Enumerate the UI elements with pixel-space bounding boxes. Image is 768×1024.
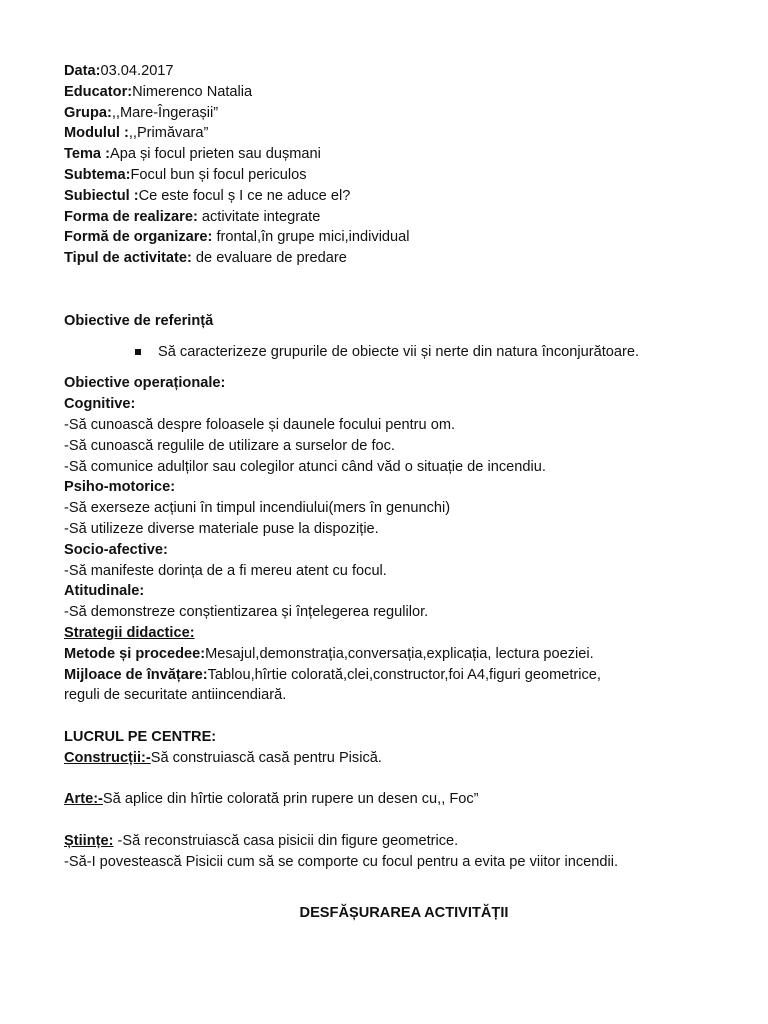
module-value: ,,Primăvara” xyxy=(128,125,209,142)
activity-type-label: Tipul de activitate: xyxy=(64,250,192,267)
theme-label: Tema : xyxy=(64,146,110,163)
centers-title: LUCRUL PE CENTRE: xyxy=(64,728,217,745)
subtheme-value: Focul bun și focul periculos xyxy=(130,166,307,183)
constructions-line xyxy=(64,748,744,769)
educator-label: Educator: xyxy=(64,83,133,100)
cognitive-item: -Să cunoască despre foloasele și daunele focului pentru om. xyxy=(64,416,456,433)
reference-objective-item xyxy=(64,341,744,363)
psychomotor-title: Psiho-motorice: xyxy=(64,479,176,496)
arts-value: Să aplice din hîrtie colorată prin rupere un desen cu,, Foc” xyxy=(102,791,479,808)
realization-form-value: activitate integrate xyxy=(197,208,321,225)
reference-objective-text: Să caracterizeze grupurile de obiecte vii și nerte din natura înconjurătoare. xyxy=(158,344,640,361)
cognitive-title: Cognitive: xyxy=(64,396,136,413)
group-line xyxy=(64,103,744,124)
activity-type-line xyxy=(64,248,744,269)
methods-label: Metode și procedee: xyxy=(64,645,206,662)
bullet-icon xyxy=(135,349,141,355)
group-label: Grupa: xyxy=(64,104,112,121)
means-label: Mijloace de învățare: xyxy=(64,666,208,683)
means-line xyxy=(64,665,744,686)
lesson-plan-page xyxy=(64,61,744,924)
operational-objectives-title: Obiective operaționale: xyxy=(64,375,226,392)
organization-form-line xyxy=(64,227,744,248)
activity-flow-title: DESFĂȘURAREA ACTIVITĂȚII xyxy=(299,905,509,922)
educator-line xyxy=(64,82,744,103)
group-value: ,,Mare-Îngerașii” xyxy=(111,104,219,121)
module-label: Modulul : xyxy=(64,125,129,142)
organization-form-label: Formă de organizare: xyxy=(64,229,213,246)
socio-affective-title: Socio-afective: xyxy=(64,541,168,558)
realization-form-label: Forma de realizare: xyxy=(64,208,198,225)
organization-form-value: frontal,în grupe mici,individual xyxy=(212,229,410,246)
activity-type-value: de evaluare de predare xyxy=(191,250,347,267)
constructions-label: Construcții:- xyxy=(64,749,151,766)
date-value: 03.04.2017 xyxy=(100,63,174,79)
subject-line xyxy=(64,186,744,207)
cognitive-item: -Să comunice adulților sau colegilor atunci când văd o situație de incendiu. xyxy=(64,458,546,475)
sciences-label: Științe: xyxy=(64,832,114,849)
arts-label: Arte:- xyxy=(64,791,103,808)
educator-value: Nimerenco Natalia xyxy=(132,83,253,100)
subject-value: Ce este focul ș I ce ne aduce el? xyxy=(138,187,351,204)
psychomotor-item: -Să utilizeze diverse materiale puse la dispoziție. xyxy=(64,520,379,537)
attitudinal-title: Atitudinale: xyxy=(64,583,145,600)
means-value: Tablou,hîrtie colorată,clei,constructor,foi A4,figuri geometrice, xyxy=(207,666,601,683)
reference-objectives-title: Obiective de referință xyxy=(64,312,214,329)
methods-value: Mesajul,demonstrația,conversația,explicația, lectura poeziei. xyxy=(205,645,594,662)
theme-line xyxy=(64,144,744,165)
date-line xyxy=(64,61,744,82)
subtheme-line xyxy=(64,165,744,186)
sciences-value: -Să reconstruiască casa pisicii din figure geometrice. xyxy=(113,832,459,849)
means-line-continued: reguli de securitate antiincendiară. xyxy=(64,687,287,704)
cognitive-item: -Să cunoască regulile de utilizare a surselor de foc. xyxy=(64,437,395,454)
methods-line xyxy=(64,644,744,665)
realization-form-line xyxy=(64,207,744,228)
module-line xyxy=(64,123,744,144)
socio-affective-item: -Să manifeste dorința de a fi mereu atent cu focul. xyxy=(64,562,387,579)
subject-label: Subiectul : xyxy=(64,187,139,204)
constructions-value: Să construiască casă pentru Pisică. xyxy=(150,749,382,766)
subtheme-label: Subtema: xyxy=(64,166,131,183)
arts-line xyxy=(64,789,744,810)
sciences-line xyxy=(64,831,744,852)
psychomotor-item: -Să exerseze acțiuni în timpul incendiului(mers în genunchi) xyxy=(64,500,451,517)
attitudinal-item: -Să demonstreze conștientizarea și înțelegerea regulilor. xyxy=(64,604,429,621)
theme-value: Apa și focul prieten sau dușmani xyxy=(109,146,321,163)
sciences-line-continued: -Să-I povestească Pisicii cum să se comporte cu focul pentru a evita pe viitor incendii. xyxy=(64,853,619,870)
date-label: Data: xyxy=(64,63,101,79)
strategies-title: Strategii didactice: xyxy=(64,624,195,641)
